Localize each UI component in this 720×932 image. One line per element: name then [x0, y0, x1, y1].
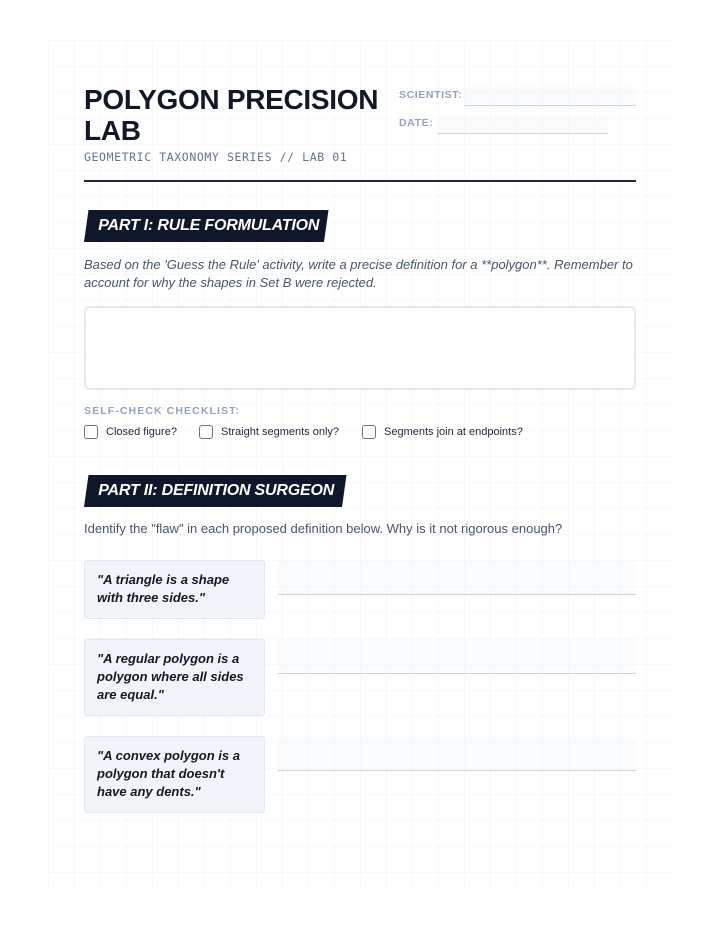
- flaw-response-field-2[interactable]: [278, 639, 636, 674]
- checklist-item-closed-figure[interactable]: [84, 425, 177, 439]
- definition-card-3: [84, 736, 265, 813]
- flaw-response-field-1[interactable]: [278, 560, 636, 595]
- checklist-item-segments-join[interactable]: [362, 425, 523, 439]
- checklist-item-label: Closed figure?: [106, 426, 177, 438]
- checkbox[interactable]: [84, 425, 98, 439]
- date-field[interactable]: [438, 115, 608, 134]
- part2-heading-banner: [84, 475, 346, 507]
- page-subtitle: GEOMETRIC TAXONOMY SERIES // LAB 01: [84, 150, 348, 164]
- checklist-item-label: Straight segments only?: [221, 426, 340, 438]
- definition-quote: "A convex polygon is a polygon that doesn't have any dents.": [97, 748, 240, 799]
- date-label: DATE:: [399, 117, 434, 129]
- definition-card-1: [84, 560, 265, 619]
- checkbox[interactable]: [362, 425, 376, 439]
- checklist-title: SELF-CHECK CHECKLIST:: [84, 405, 241, 417]
- definition-card-2: [84, 639, 265, 716]
- part2-heading: PART II: DEFINITION SURGEON: [98, 482, 335, 499]
- header-divider: [84, 180, 636, 182]
- definition-quote: "A regular polygon is a polygon where all sides are equal.": [97, 651, 244, 702]
- scientist-field[interactable]: [464, 87, 636, 106]
- flaw-response-field-3[interactable]: [278, 736, 636, 771]
- part1-heading-banner: [84, 210, 328, 242]
- part1-heading: PART I: RULE FORMULATION: [98, 217, 320, 234]
- definition-quote: "A triangle is a shape with three sides.": [97, 572, 230, 605]
- checkbox[interactable]: [199, 425, 213, 439]
- page-title: POLYGON PRECISION LAB: [84, 84, 379, 146]
- scientist-label: SCIENTIST:: [399, 89, 463, 101]
- definition-answer-box[interactable]: [84, 306, 636, 390]
- checklist-item-straight-segments[interactable]: [199, 425, 339, 439]
- part2-prompt: Identify the "flaw" in each proposed definition below. Why is it not rigorous enough?: [84, 521, 563, 536]
- part1-instructions: Based on the 'Guess the Rule' activity, write a precise definition for a **polygon**. Remember to account for why the shapes in Set B were rejected.: [84, 257, 633, 290]
- checklist-item-label: Segments join at endpoints?: [384, 426, 523, 438]
